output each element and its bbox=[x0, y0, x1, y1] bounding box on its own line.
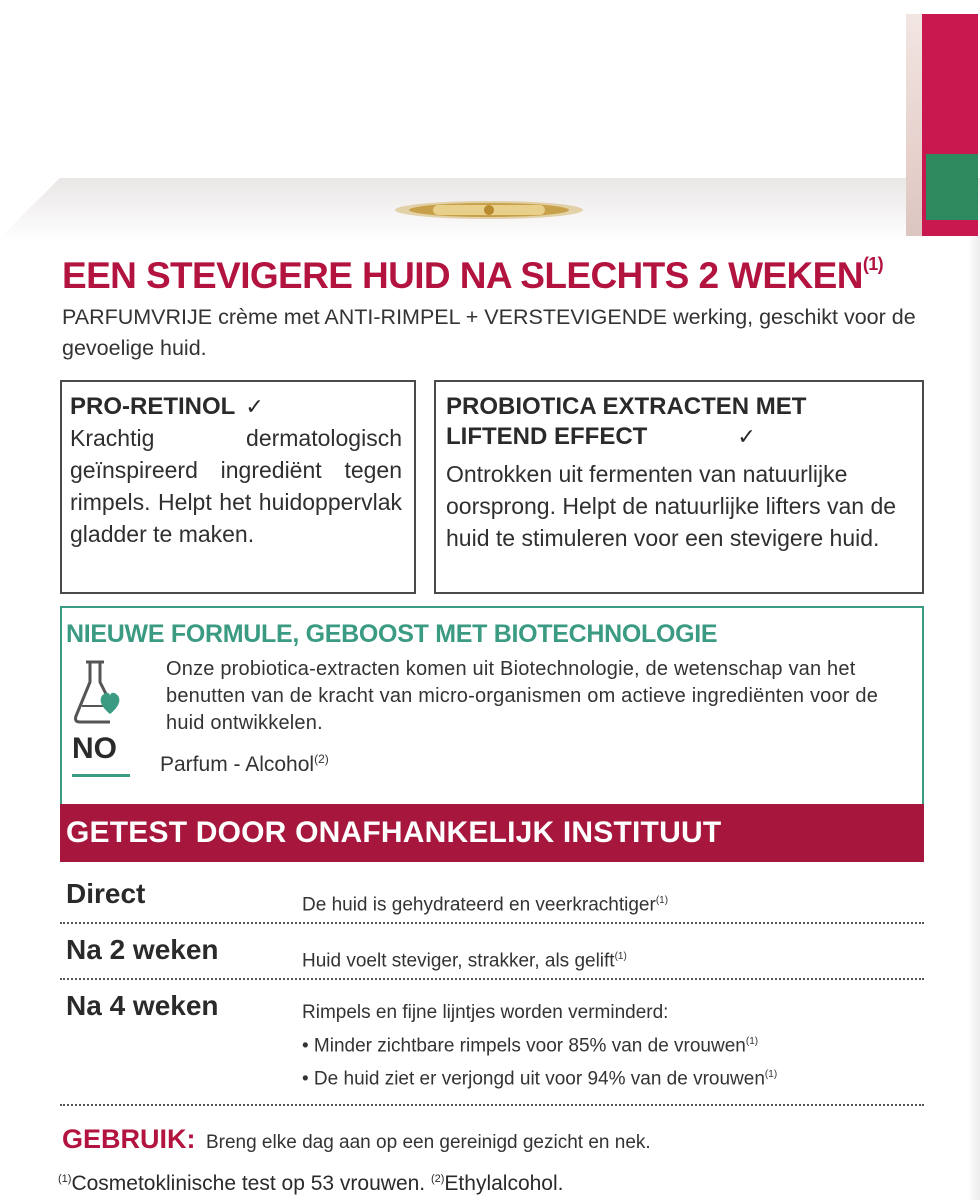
formula-text: Onze probiotica-extracten komen uit Biotechnologie, de wetenschap van het benutten van de kracht van micro-organismen om actieve ingrediënten voor de huid ontwikkelen. bbox=[166, 658, 879, 734]
formula-box bbox=[60, 606, 924, 812]
feature-text: Krachtig dermatologisch geïnspireerd ingrediënt tegen rimpels. Helpt het huidoppervlak gladder te maken. bbox=[70, 425, 402, 547]
feature-title bbox=[446, 392, 912, 452]
result-bullet bbox=[302, 1027, 922, 1060]
result-label: Direct bbox=[66, 878, 146, 909]
feature-title-text: PROBIOTICA EXTRACTEN MET LIFTEND EFFECT bbox=[446, 393, 807, 450]
feature-text: Ontrokken uit fermenten van natuurlijke oorsprong. Helpt de natuurlijke lifters van de huid te stimuleren voor een stevigere huid. bbox=[446, 461, 897, 551]
result-text bbox=[302, 998, 922, 1094]
result-ref: (1) bbox=[614, 951, 627, 962]
flap-green-band bbox=[926, 154, 978, 220]
result-bullet bbox=[302, 1060, 922, 1093]
results-table bbox=[60, 868, 924, 1106]
headline bbox=[62, 254, 883, 297]
bullet-ref: (1) bbox=[745, 1036, 759, 1047]
no-underline bbox=[72, 774, 130, 777]
result-label: Na 2 weken bbox=[66, 934, 219, 965]
usage-text: Breng elke dag aan op een gereinigd gezicht en nek. bbox=[205, 1132, 651, 1153]
gold-emblem-icon bbox=[393, 198, 585, 222]
headline-text: EEN STEVIGERE HUID NA SLECHTS 2 WEKEN bbox=[62, 255, 863, 296]
feature-box-pro-retinol bbox=[60, 380, 416, 594]
flask-heart-icon bbox=[70, 658, 126, 728]
usage-instructions bbox=[62, 1124, 651, 1155]
footnote-ref2: (2) bbox=[430, 1173, 445, 1185]
result-row bbox=[60, 924, 924, 980]
footnote bbox=[58, 1172, 564, 1196]
result-label: Na 4 weken bbox=[66, 990, 219, 1021]
headline-ref: (1) bbox=[862, 254, 884, 274]
bullet-text: • Minder zichtbare rimpels voor 85% van de vrouwen bbox=[302, 1035, 746, 1057]
bullet-text: • De huid ziet er verjongd uit voor 94% van de vrouwen bbox=[302, 1068, 765, 1090]
no-ingredients-text: Parfum - Alcohol bbox=[160, 753, 315, 776]
footnote-text1: Cosmetoklinische test op 53 vrouwen. bbox=[71, 1172, 431, 1195]
footnote-text2: Ethylalcohol. bbox=[444, 1172, 564, 1195]
box-edge-shadow bbox=[968, 236, 980, 1200]
no-ingredients bbox=[160, 752, 329, 777]
result-text bbox=[302, 886, 922, 919]
result-text-body: Huid voelt steviger, strakker, als gelift bbox=[302, 950, 615, 972]
footnote-ref1: (1) bbox=[58, 1173, 72, 1185]
no-ingredients-ref: (2) bbox=[314, 752, 329, 766]
result-text-body: Rimpels en fijne lijntjes worden verminderd: bbox=[302, 1002, 669, 1023]
feature-box-probiotica bbox=[434, 380, 924, 594]
result-text bbox=[302, 942, 922, 975]
subline: PARFUMVRIJE crème met ANTI-RIMPEL + VERSTEVIGENDE werking, geschikt voor de gevoelige huid. bbox=[62, 305, 916, 360]
feature-title bbox=[70, 392, 402, 422]
result-row bbox=[60, 980, 924, 1106]
bullet-ref: (1) bbox=[764, 1069, 778, 1081]
formula-title: NIEUWE FORMULE, GEBOOST MET BIOTECHNOLOGIE bbox=[66, 620, 718, 648]
result-row bbox=[60, 868, 924, 924]
check-icon: ✓ bbox=[245, 394, 264, 419]
usage-label: GEBRUIK: bbox=[62, 1124, 196, 1154]
result-ref: (1) bbox=[655, 895, 669, 906]
no-label: NO bbox=[72, 732, 117, 765]
side-flap bbox=[906, 14, 978, 236]
feature-title-text: PRO-RETINOL bbox=[70, 393, 236, 420]
result-text-body: De huid is gehydrateerd en veerkrachtiger bbox=[302, 894, 656, 916]
test-banner: GETEST DOOR ONAFHANKELIJK INSTITUUT bbox=[60, 804, 924, 862]
check-icon: ✓ bbox=[737, 424, 756, 449]
